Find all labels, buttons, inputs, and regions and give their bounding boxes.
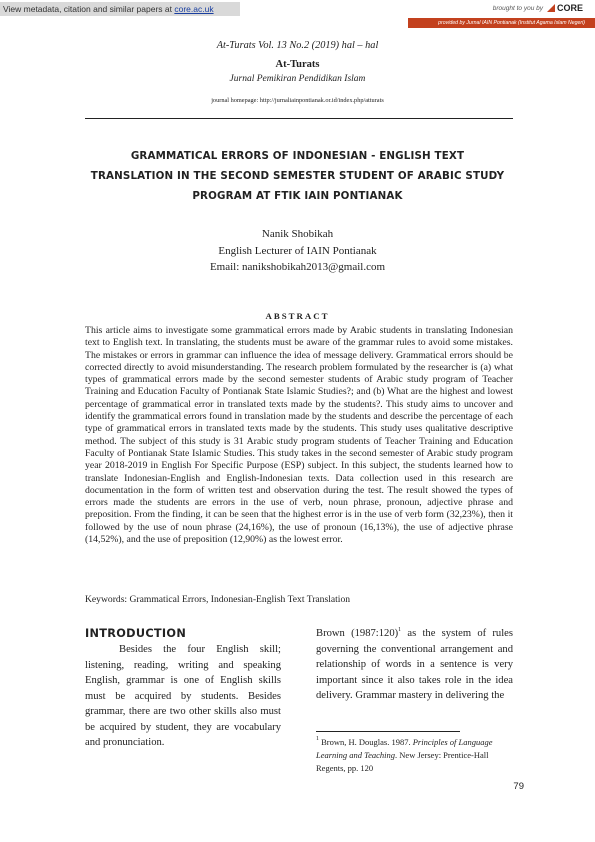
- core-brought-by[interactable]: [493, 3, 583, 13]
- provided-by-bar[interactable]: [408, 18, 595, 28]
- article-title: [70, 146, 525, 206]
- footnote-rule: [316, 731, 460, 732]
- author-affiliation: English Lecturer of IAIN Pontianak: [218, 244, 377, 257]
- title-line: PROGRAM AT FTIK IAIN PONTIANAK: [192, 190, 403, 202]
- footnote-ref[interactable]: 1: [398, 627, 402, 633]
- title-line: GRAMMATICAL ERRORS OF INDONESIAN - ENGLISH TEXT: [130, 150, 465, 162]
- keywords: Keywords: Grammatical Errors, Indonesian-English Text Translation: [85, 594, 351, 605]
- journal-subtitle: Jurnal Pemikiran Pendidikan Islam: [229, 74, 366, 84]
- provided-text: provided by Jurnal IAIN Pontianak (Institut Agama Islam Negeri): [438, 20, 585, 26]
- core-metadata-link[interactable]: [0, 2, 240, 16]
- introduction-paragraph: Besides the four English skill; listening, reading, writing and speaking English, grammar is one of English skills must be acquired by students. Besides grammar, there are two other skills also must be acquired by student, they are vocabulary and pronunciation.: [85, 644, 281, 748]
- running-header: At-Turats Vol. 13 No.2 (2019) hal – hal: [216, 40, 379, 51]
- abstract-text: This article aims to investigate some grammatical errors made by Arabic students in translating Indonesian text to English text. In translating, the students must be aware of the grammar rules to avoid some mistakes. The mistakes or errors in grammar can influence the idea of message delivery. Grammatical errors should be corrected directly to avoid misunderstanding. The research problem formulated by the researcher is (a) what types of grammatical errors made by the second semester students of Arabic study program of Teacher Training and Education Faculty of Pontianak State Islamic Studies?; and (b) What are the highest and lowest percentage of grammatical error in translated texts made by the students?. This study aims to uncover and identify the grammatical errors found in translation made by the students and describe the percentage of each type of grammatical errors in translated texts made by the students. This study uses qualitative descriptive method. The subject of this study is 31 Arabic study program students of Teacher Training and Education Faculty of Pontianak State Islamic Studies. This study takes in the second semester of Arabic study program year 2018-2019 in English For Specific Purpose (ESP) subject. In this subject, the students learned how to translate Indonesian-English and English-Indonesian texts. Data collection used in this research are documentation in the form of written test and observation during the test. The result showed the types of errors made the students are errors in the use of verb, noun phrase, pronoun, adjective phrase and preposition. From the finding, it can be seen that the highest error is in the use of verb form (32,23%), then it followed by the use of noun phrase (24,16%), the use of pronoun (16,13%), the use of adjective phrase (14,52%), and the use of preposition (12,90%) as the lowest error.: [85, 325, 513, 546]
- body-left-column: [85, 626, 281, 751]
- title-line: TRANSLATION IN THE SECOND SEMESTER STUDENT OF ARABIC STUDY: [90, 170, 505, 182]
- journal-homepage: journal homepage: http://jurnaliainpontianak.or.id/index.php/atturats: [211, 97, 384, 104]
- author-email: Email: nanikshobikah2013@gmail.com: [209, 261, 386, 273]
- body-right-column: [316, 626, 513, 704]
- journal-name: At-Turats: [275, 59, 320, 70]
- core-logo-text: CORE: [556, 3, 583, 13]
- core-link-text: View metadata, citation and similar papers at: [3, 4, 175, 14]
- abstract-heading: ABSTRACT: [265, 311, 330, 321]
- paragraph-text: Brown (1987:120): [316, 628, 399, 639]
- header-rule: [85, 118, 513, 119]
- introduction-heading: INTRODUCTION: [85, 627, 187, 640]
- page-number: 79: [513, 781, 524, 792]
- paragraph-text: as the system of rules governing the conventional arrangement and relationship of words in a sentence is very important since it also takes role in the idea delivery. Grammar mastery in delivering the: [316, 628, 513, 701]
- core-banner: [0, 0, 595, 17]
- footnote-number: 1: [316, 736, 319, 742]
- footnote: [316, 736, 513, 775]
- footnote-text: . New Jersey: Prentice-Hall Regents, pp. 120: [316, 750, 489, 773]
- author-name: Nanik Shobikah: [261, 228, 334, 240]
- footnote-text: Brown, H. Douglas. 1987.: [319, 737, 413, 747]
- brought-text: brought to you by: [492, 4, 543, 12]
- footnote-book-title: Principles of Language Learning and Teaching: [316, 737, 493, 760]
- author-block: [0, 226, 595, 276]
- core-logo: [546, 3, 583, 13]
- core-logo-icon: [546, 3, 556, 13]
- core-link-site[interactable]: core.ac.uk: [174, 4, 214, 14]
